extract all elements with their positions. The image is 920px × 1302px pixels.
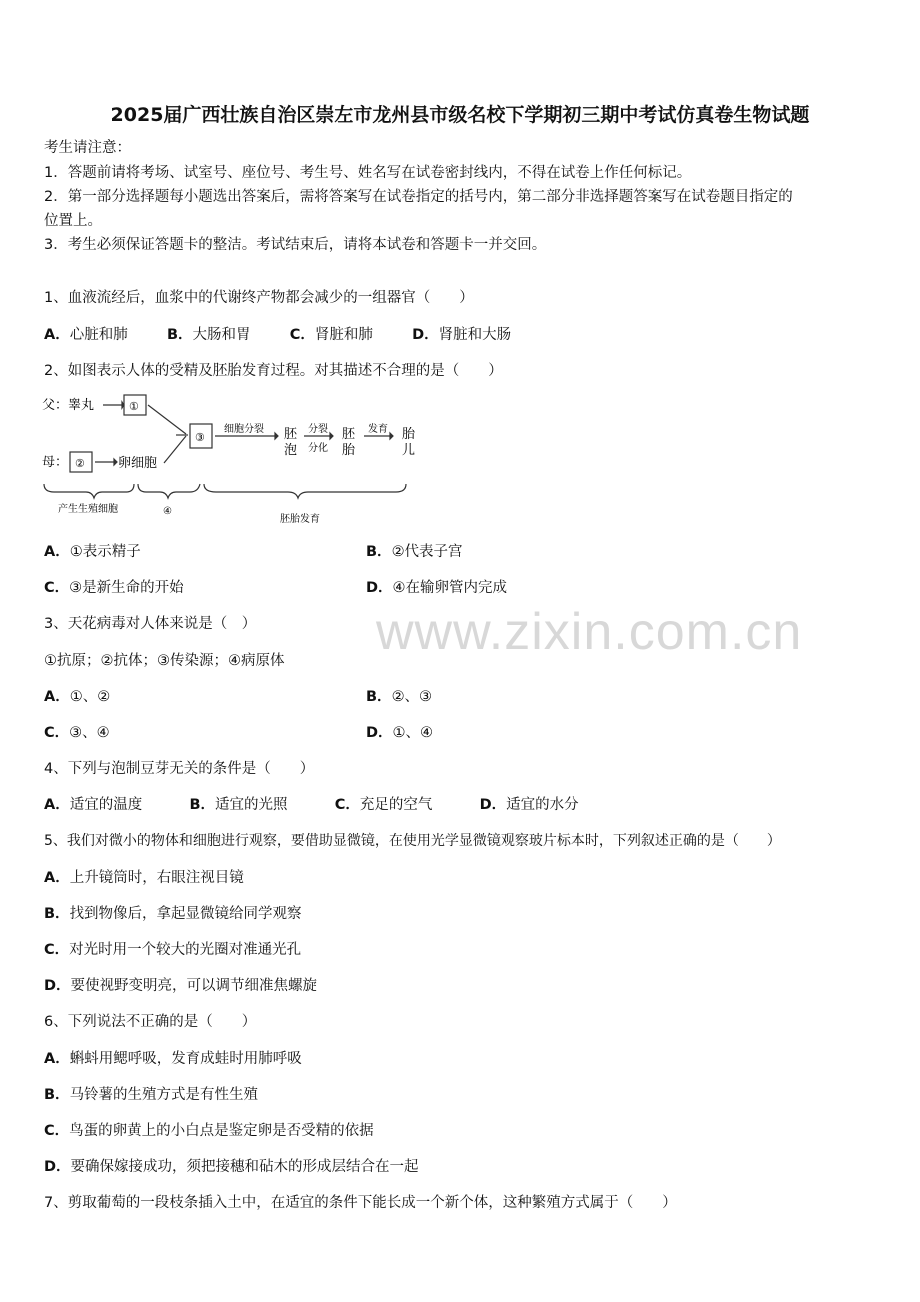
q5-option-c-row: C．对光时用一个较大的光圈对准通光孔 [44, 942, 302, 958]
q1-options: A．心脏和肺 B．大肠和胃 C．肾脏和肺 D．肾脏和大肠 [44, 327, 512, 343]
q6-option-a-row: A．蝌蚪用鳃呼吸，发育成蛙时用肺呼吸 [44, 1051, 302, 1067]
notice-item-1: 1．答题前请将考场、试室号、座位号、考生号、姓名写在试卷密封线内，不得在试卷上作任何标记。 [44, 165, 692, 181]
diagram-develop: 发育 [368, 424, 388, 435]
q3-items: ①抗原；②抗体；③传染源；④病原体 [44, 653, 285, 669]
q3-stem: 3、天花病毒对人体来说是（ ） [44, 616, 257, 632]
diagram-n2: ② [75, 457, 85, 470]
q3-option-b: ②、③ [391, 689, 433, 705]
diagram-n3: ③ [195, 431, 205, 444]
diagram-embryo2-a: 胚 [342, 427, 356, 442]
q3-option-d: ①、④ [392, 725, 434, 741]
notice-item-3: 3．考生必须保证答题卡的整洁。考试结束后，请将本试卷和答题卡一并交回。 [44, 237, 547, 253]
notice-item-2-cont: 位置上。 [44, 213, 102, 229]
diagram-embryo2-b: 胎 [342, 443, 356, 458]
q6-stem: 6、下列说法不正确的是（ ） [44, 1014, 257, 1030]
q4-options: A．适宜的温度 B．适宜的光照 C．充足的空气 D．适宜的水分 [44, 797, 579, 813]
watermark: www.zixin.com.cn [376, 603, 803, 661]
page-title: 2025届广西壮族自治区崇左市龙州县市级名校下学期初三期中考试仿真卷生物试题 [110, 104, 810, 126]
diagram-brace1: 产生生殖细胞 [58, 504, 118, 515]
q5-option-d: 要使视野变明亮，可以调节细准焦螺旋 [70, 978, 318, 994]
q2-option-d-row: D．④在输卵管内完成 [366, 580, 508, 596]
q3-option-c-row: C．③、④ [44, 725, 110, 741]
q5-option-d-row: D．要使视野变明亮，可以调节细准焦螺旋 [44, 978, 318, 994]
q3-option-d-row: D．①、④ [366, 725, 434, 741]
notice-item-2: 2．第一部分选择题每小题选出答案后，需将答案写在试卷指定的括号内，第二部分非选择题答案写在试卷题目指定的 [44, 189, 793, 205]
diagram-mother: 母： [42, 455, 69, 470]
q5-option-b-row: B．找到物像后，拿起显微镜给同学观察 [44, 906, 302, 922]
q5-option-c: 对光时用一个较大的光圈对准通光孔 [69, 942, 302, 958]
q4-option-a: 适宜的温度 [69, 797, 143, 813]
q6-option-a: 蝌蚪用鳃呼吸，发育成蛙时用肺呼吸 [69, 1051, 302, 1067]
q6-option-c: 鸟蛋的卵黄上的小白点是鉴定卵是否受精的依据 [69, 1123, 374, 1139]
q2-option-a: ①表示精子 [69, 544, 141, 560]
q5-option-a-row: A．上升镜筒时，右眼注视目镜 [44, 870, 244, 886]
diagram-embryo-b: 泡 [284, 443, 298, 458]
diagram-father: 父：睾丸 [42, 398, 95, 413]
q5-stem: 5、我们对微小的物体和细胞进行观察，要借助显微镜，在使用光学显微镜观察玻片标本时，下列叙述正确的是（ ） [44, 833, 781, 849]
q1-option-a: 心脏和肺 [69, 327, 128, 343]
q4-stem: 4、下列与泡制豆芽无关的条件是（ ） [44, 761, 315, 777]
q3-option-c: ③、④ [69, 725, 110, 741]
q6-option-b-row: B．马铃薯的生殖方式是有性生殖 [44, 1087, 259, 1103]
diagram-egg: 卵细胞 [118, 456, 158, 471]
q6-option-d-row: D．要确保嫁接成功，须把接穗和砧木的形成层结合在一起 [44, 1159, 419, 1175]
q3-option-b-row: B．②、③ [366, 689, 433, 705]
q1-option-c: 肾脏和肺 [314, 327, 373, 343]
q1-stem: 1、血液流经后，血浆中的代谢终产物都会减少的一组器官（ ） [44, 290, 474, 306]
q6-option-c-row: C．鸟蛋的卵黄上的小白点是鉴定卵是否受精的依据 [44, 1123, 374, 1139]
diagram-fetus-b: 儿 [402, 443, 416, 458]
diagram-division: 细胞分裂 [224, 424, 264, 435]
diagram-brace3: 胚胎发育 [280, 514, 320, 525]
q6-option-d: 要确保嫁接成功，须把接穗和砧木的形成层结合在一起 [70, 1159, 419, 1175]
q4-option-c: 充足的空气 [359, 797, 433, 813]
q2-stem: 2、如图表示人体的受精及胚胎发育过程。对其描述不合理的是（ ） [44, 363, 503, 379]
q2-option-b-row: B．②代表子宫 [366, 544, 463, 560]
diagram-split-b: 分化 [308, 443, 328, 454]
q2-option-c-row: C．③是新生命的开始 [44, 580, 184, 596]
q2-option-d: ④在输卵管内完成 [392, 580, 508, 596]
q3-option-a-row: A．①、② [44, 689, 111, 705]
q4-option-d: 适宜的水分 [506, 797, 579, 813]
diagram-split-a: 分裂 [308, 424, 328, 435]
notice-heading: 考生请注意： [44, 140, 131, 156]
q2-option-a-row: A．①表示精子 [44, 544, 141, 560]
q2-option-c: ③是新生命的开始 [69, 580, 184, 596]
q5-option-b: 找到物像后，拿起显微镜给同学观察 [69, 906, 302, 922]
q3-option-a: ①、② [69, 689, 111, 705]
q6-option-b: 马铃薯的生殖方式是有性生殖 [69, 1087, 259, 1103]
fertilization-diagram [40, 388, 420, 528]
diagram-embryo-a: 胚 [284, 427, 298, 442]
q5-option-a: 上升镜筒时，右眼注视目镜 [69, 870, 244, 886]
q4-option-b: 适宜的光照 [215, 797, 288, 813]
diagram-fetus-a: 胎 [402, 427, 416, 442]
q1-option-d: 肾脏和大肠 [438, 327, 512, 343]
q7-stem: 7、剪取葡萄的一段枝条插入土中，在适宜的条件下能长成一个新个体，这种繁殖方式属于（ ） [44, 1195, 677, 1211]
diagram-n1: ① [129, 400, 139, 413]
q2-option-b: ②代表子宫 [391, 544, 463, 560]
diagram-n4: ④ [163, 506, 172, 517]
q1-option-b: 大肠和胃 [192, 327, 251, 343]
